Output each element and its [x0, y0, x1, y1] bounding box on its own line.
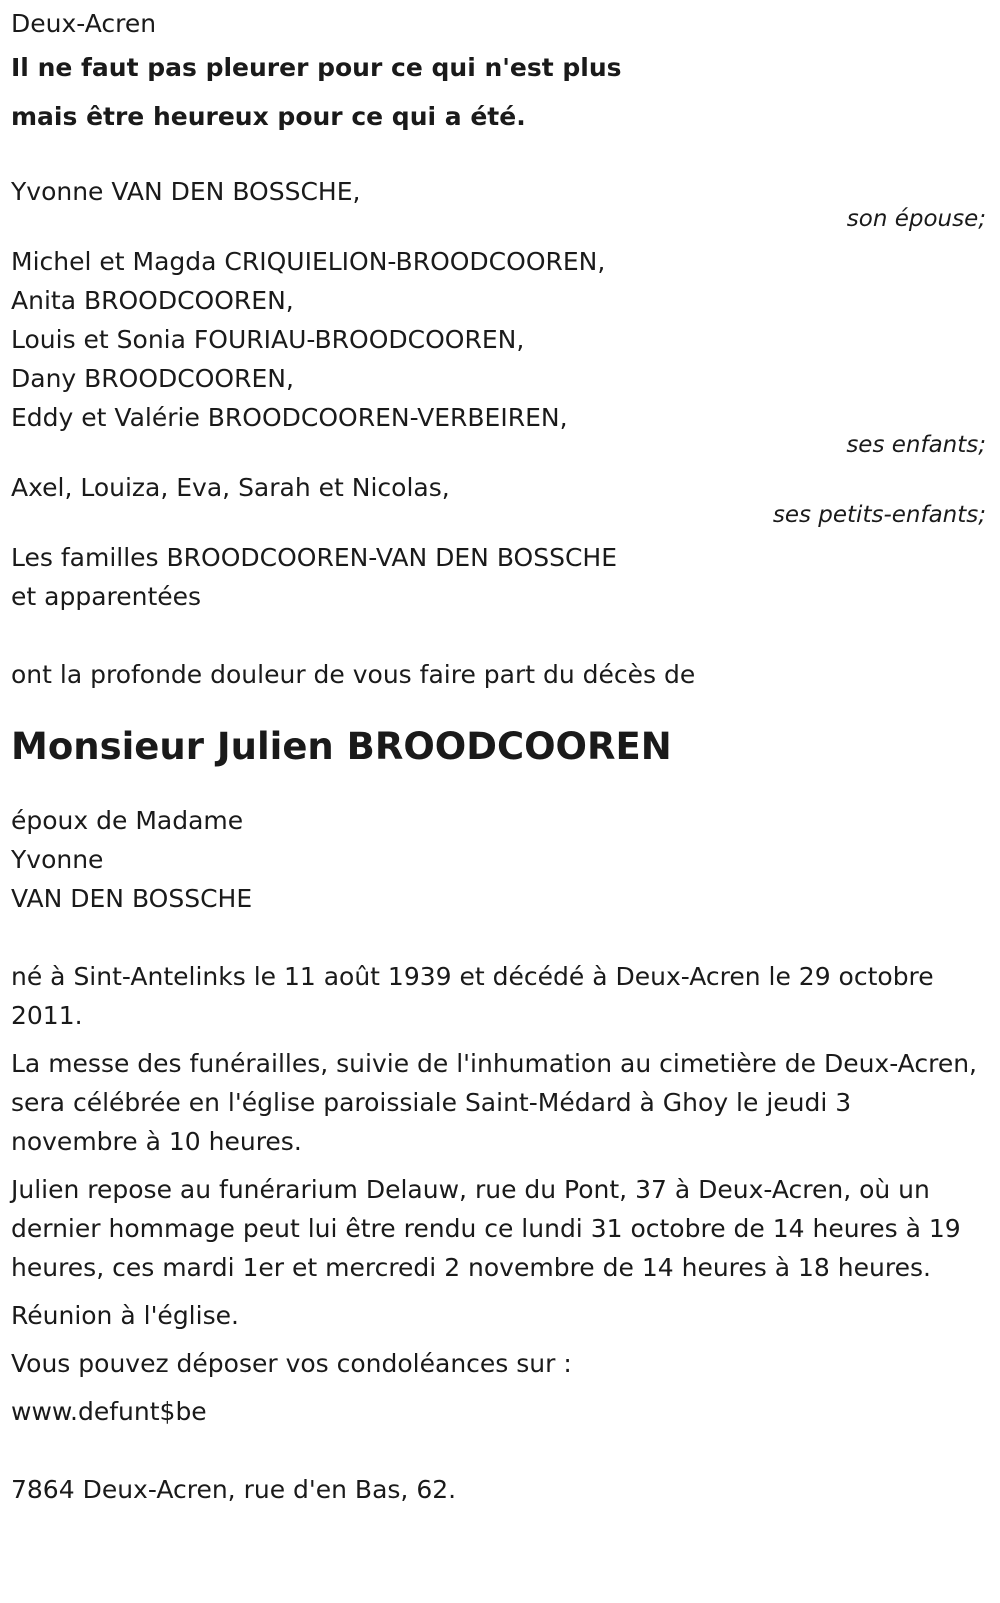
obituary-notice — [11, 0, 986, 1509]
spouse-name: Yvonne VAN DEN BOSSCHE, — [11, 177, 361, 206]
child-line: Louis et Sonia FOURIAU-BROODCOOREN, — [11, 325, 525, 354]
children-role: ses enfants; — [846, 432, 986, 458]
spouse-role: son épouse; — [846, 206, 986, 232]
deceased-spouse-line-2: Yvonne — [11, 845, 104, 874]
deceased-spouse-line-3: VAN DEN BOSSCHE — [11, 884, 253, 913]
child-line: Anita BROODCOOREN, — [11, 286, 294, 315]
grandchildren-role: ses petits-enfants; — [772, 502, 986, 528]
birth-death-info: né à Sint-Antelinks le 11 août 1939 et décédé à Deux-Acren le 29 octobre 2011. — [11, 962, 934, 1030]
deceased-spouse-line-1: époux de Madame — [11, 806, 244, 835]
announcement-text: ont la profonde douleur de vous faire part du décès de — [11, 660, 696, 689]
child-line: Dany BROODCOOREN, — [11, 364, 294, 393]
grandchildren-names: Axel, Louiza, Eva, Sarah et Nicolas, — [11, 473, 450, 502]
families-line-2: et apparentées — [11, 582, 202, 611]
condolences-website: www.defunt$be — [11, 1397, 207, 1426]
visitation-info: Julien repose au funérarium Delauw, rue du Pont, 37 à Deux-Acren, où un dernier hommage peut lui être rendu ce lundi 31 octobre de 14 heures à 19 heures, ces mardi 1er et mercredi 2 novembre de 14 heures à 18 heures. — [11, 1175, 961, 1282]
condolences-info: Vous pouvez déposer vos condoléances sur : — [11, 1349, 572, 1378]
deceased-name: Monsieur Julien BROODCOOREN — [11, 725, 672, 768]
address-line: 7864 Deux-Acren, rue d'en Bas, 62. — [11, 1475, 457, 1504]
location-header: Deux-Acren — [11, 9, 157, 38]
child-line: Eddy et Valérie BROODCOOREN-VERBEIREN, — [11, 403, 568, 432]
quote-line-2: mais être heureux pour ce qui a été. — [11, 102, 526, 131]
funeral-info: La messe des funérailles, suivie de l'inhumation au cimetière de Deux-Acren, sera célébrée en l'église paroissiale Saint-Médard à Ghoy le jeudi 3 novembre à 10 heures. — [11, 1049, 977, 1156]
child-line: Michel et Magda CRIQUIELION-BROODCOOREN, — [11, 247, 606, 276]
families-line-1: Les familles BROODCOOREN-VAN DEN BOSSCHE — [11, 543, 617, 572]
meeting-info: Réunion à l'église. — [11, 1301, 239, 1330]
quote-line-1: Il ne faut pas pleurer pour ce qui n'est plus — [11, 53, 622, 82]
